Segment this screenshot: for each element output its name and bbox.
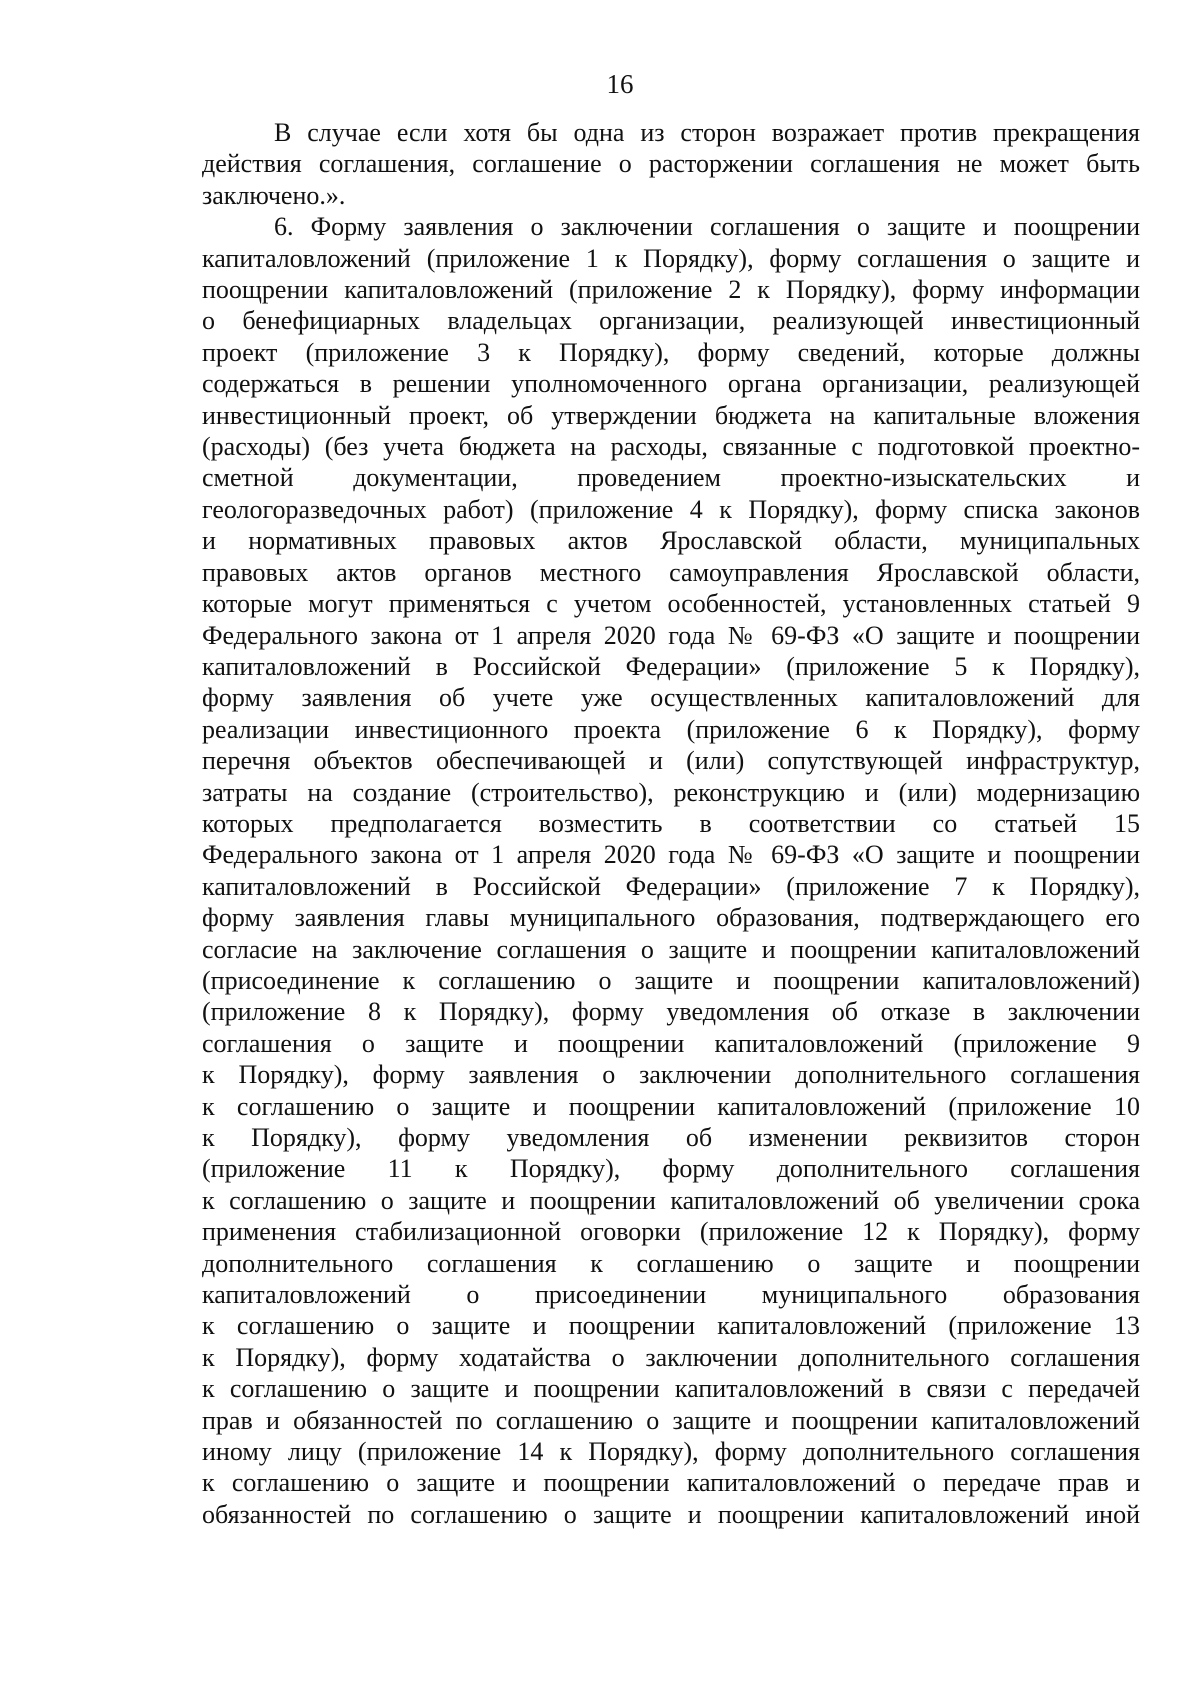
text-line: форму заявления об учете уже осуществленных капиталовложений для <box>202 683 1140 713</box>
text-line: геологоразведочных работ) (приложение 4 к Порядку), форму списка законов <box>202 494 1140 524</box>
text-line: инвестиционный проект, об утверждении бюджета на капитальные вложения <box>202 400 1140 430</box>
text-line: соглашения о защите и поощрении капиталовложений (приложение 9 <box>202 1028 1140 1058</box>
text-line: В случае если хотя бы одна из сторон возражает против прекращения <box>274 118 1140 147</box>
text-line: (приложение 8 к Порядку), форму уведомления об отказе в заключении <box>202 997 1140 1027</box>
text-line: согласие на заключение соглашения о защите и поощрении капиталовложений <box>202 934 1140 964</box>
text-line: перечня объектов обеспечивающей и (или) сопутствующей инфраструктур, <box>202 746 1140 776</box>
text-line: проект (приложение 3 к Порядку), форму сведений, которые должны <box>202 337 1140 367</box>
text-line: затраты на создание (строительство), реконструкцию и (или) модернизацию <box>202 777 1140 807</box>
text-line: к соглашению о защите и поощрении капиталовложений об увеличении срока <box>202 1185 1140 1215</box>
text-line: сметной документации, проведением проектно-изыскательских и <box>202 463 1140 493</box>
text-line: капиталовложений в Российской Федерации» (приложение 7 к Порядку), <box>202 871 1140 901</box>
text-line: к Порядку), форму ходатайства о заключении дополнительного соглашения <box>202 1342 1140 1372</box>
text-line: содержаться в решении уполномоченного органа организации, реализующей <box>202 369 1140 399</box>
text-line: форму заявления главы муниципального образования, подтверждающего его <box>202 903 1140 933</box>
text-line: капиталовложений о присоединении муниципального образования <box>202 1280 1140 1310</box>
text-line: и нормативных правовых актов Ярославской области, муниципальных <box>202 526 1140 556</box>
text-line: к соглашению о защите и поощрении капиталовложений (приложение 10 <box>202 1091 1140 1121</box>
text-line: капиталовложений (приложение 1 к Порядку), форму соглашения о защите и <box>202 243 1140 273</box>
text-line: заключено.». <box>202 180 346 210</box>
text-line: к соглашению о защите и поощрении капиталовложений в связи с передачей <box>202 1374 1140 1404</box>
text-line: к Порядку), форму заявления о заключении дополнительного соглашения <box>202 1060 1140 1090</box>
text-line: которых предполагается возместить в соответствии со статьей 15 <box>202 808 1140 838</box>
text-line: реализации инвестиционного проекта (приложение 6 к Порядку), форму <box>202 714 1140 744</box>
text-line: обязанностей по соглашению о защите и поощрении капиталовложений иной <box>202 1499 1140 1529</box>
text-line: дополнительного соглашения к соглашению о защите и поощрении <box>202 1248 1140 1278</box>
text-line: применения стабилизационной оговорки (приложение 12 к Порядку), форму <box>202 1217 1140 1247</box>
text-line: о бенефициарных владельцах организации, реализующей инвестиционный <box>202 306 1140 336</box>
text-line: капиталовложений в Российской Федерации» (приложение 5 к Порядку), <box>202 651 1140 681</box>
paragraph <box>202 211 1140 1530</box>
text-line: Федерального закона от 1 апреля 2020 года № 69-ФЗ «О защите и поощрении <box>202 840 1140 870</box>
text-line: правовых актов органов местного самоуправления Ярославской области, <box>202 557 1140 587</box>
text-line: 6. Форму заявления о заключении соглашения о защите и поощрении <box>274 212 1140 242</box>
text-line: иному лицу (приложение 14 к Порядку), форму дополнительного соглашения <box>202 1437 1140 1467</box>
text-line: (расходы) (без учета бюджета на расходы, связанные с подготовкой проектно- <box>202 432 1140 462</box>
page-number: 16 <box>606 69 634 99</box>
text-line: действия соглашения, соглашение о расторжении соглашения не может быть <box>202 149 1140 179</box>
text-line: прав и обязанностей по соглашению о защите и поощрении капиталовложений <box>202 1405 1140 1435</box>
paragraph <box>202 117 1140 211</box>
text-line: (приложение 11 к Порядку), форму дополнительного соглашения <box>202 1154 1140 1184</box>
text-line: которые могут применяться с учетом особенностей, установленных статьей 9 <box>202 589 1140 619</box>
text-line: поощрении капиталовложений (приложение 2 к Порядку), форму информации <box>202 275 1140 305</box>
text-line: (присоединение к соглашению о защите и поощрении капиталовложений) <box>202 965 1140 995</box>
text-line: к Порядку), форму уведомления об изменении реквизитов сторон <box>202 1123 1140 1152</box>
text-line: к соглашению о защите и поощрении капиталовложений (приложение 13 <box>202 1311 1140 1341</box>
text-line: Федерального закона от 1 апреля 2020 года № 69-ФЗ «О защите и поощрении <box>202 620 1140 650</box>
document-body <box>202 117 1140 1530</box>
text-line: к соглашению о защите и поощрении капиталовложений о передаче прав и <box>202 1468 1140 1498</box>
